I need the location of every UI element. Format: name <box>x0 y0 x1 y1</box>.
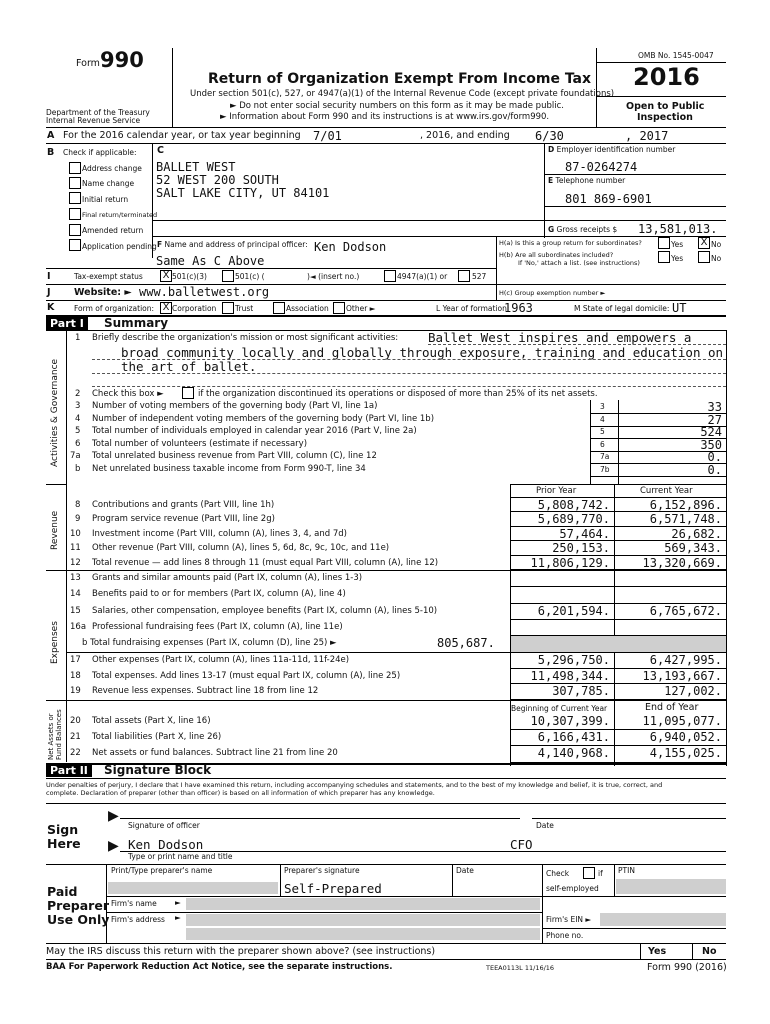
form-word: Form <box>76 58 100 69</box>
current-year-value[interactable]: 6,152,896. <box>649 498 722 512</box>
line-16b-text: b Total fundraising expenses (Part IX, column (D), line 25) ► <box>82 638 337 648</box>
check-label: Check <box>546 869 570 878</box>
gov-line-box: 7b <box>600 464 610 474</box>
firm-address-arrow-icon: ► <box>175 913 181 922</box>
final-return-checkbox[interactable] <box>69 208 81 220</box>
gov-line-num: 4 <box>75 413 81 424</box>
officer-title[interactable]: CFO <box>510 837 533 852</box>
firm-address-label: Firm's address <box>111 915 165 924</box>
line-num: 20 <box>70 716 81 726</box>
current-year-value[interactable]: 26,682. <box>671 526 722 541</box>
line-2-check-label: Check this box ► <box>92 389 164 399</box>
association-label: Association <box>286 304 329 313</box>
group-return-question: H(a) Is this a group return for subordinates? <box>499 239 642 247</box>
gross-receipts-title: Gross receipts $ <box>556 225 618 234</box>
line-text: Revenue less expenses. Subtract line 18 from line 12 <box>92 686 319 697</box>
gov-line-box: 5 <box>600 427 605 436</box>
gov-line-text: Number of voting members of the governing body (Part VI, line 1a) <box>92 401 378 411</box>
prior-year-value[interactable]: 57,464. <box>559 526 610 541</box>
group-return-yes: Yes <box>671 240 684 249</box>
baa-footer: BAA For Paperwork Reduction Act Notice, see the separate instructions. <box>46 962 393 972</box>
status-501c3-label: 501(c)(3) <box>172 272 207 281</box>
corporation-box[interactable]: X <box>160 302 172 314</box>
if-label: if <box>598 869 603 878</box>
status-501c-box[interactable] <box>222 270 234 282</box>
col-current-year: Current Year <box>640 486 693 496</box>
prior-year-value[interactable]: 11,806,129. <box>530 555 610 570</box>
instructions-link: ► Information about Form 990 and its instructions is at www.irs.gov/form990. <box>220 112 550 122</box>
check-if-applicable: Check if applicable: <box>63 148 137 157</box>
col-prior-year: Prior Year <box>536 486 577 496</box>
firm-name-arrow-icon: ► <box>175 898 181 907</box>
line-text: Total assets (Part X, line 16) <box>92 716 211 726</box>
current-year-value[interactable]: 569,343. <box>664 541 722 556</box>
other-label: Other ► <box>346 304 376 313</box>
status-4947-label: 4947(a)(1) or <box>397 272 448 281</box>
preparer-sig-label: Preparer's signature <box>284 866 360 875</box>
line-text: Professional fundraising fees (Part IX, column (A), line 11e) <box>92 621 343 632</box>
name-change-label: Name change <box>82 179 135 188</box>
subordinates-question: H(b) Are all subordinates included? <box>499 251 614 259</box>
subordinates-no-box[interactable] <box>698 251 710 263</box>
side-label-net-assets: Net Assets or Fund Balances <box>47 709 63 760</box>
part-1-label: Part I <box>46 317 88 330</box>
ptin-label: PTIN <box>618 866 635 875</box>
phone-label: Phone no. <box>546 931 584 940</box>
initial-return-label: Initial return <box>82 195 129 204</box>
telephone-value[interactable]: 801 869-6901 <box>565 192 652 206</box>
tax-year-end-year: , 2017 <box>625 129 669 143</box>
prior-year-value[interactable]: 4,140,968. <box>537 746 610 761</box>
line-text: Benefits paid to or for members (Part IX, column (A), line 4) <box>92 589 346 600</box>
line-text: Total expenses. Add lines 13-17 (must equal Part IX, column (A), line 25) <box>92 670 401 681</box>
year-formation-title: L Year of formation: <box>436 304 510 313</box>
current-year-value[interactable]: 13,193,667. <box>642 668 722 683</box>
mission-line-2[interactable]: broad community locally and globally through exposure, training and education on <box>121 345 724 360</box>
current-year-value[interactable]: 13,320,669. <box>642 555 722 570</box>
line-text: Other expenses (Part IX, column (A), lines 11a-11d, 11f-24e) <box>92 655 350 665</box>
principal-officer-address[interactable]: Same As C Above <box>156 254 265 268</box>
gov-line-box: 6 <box>600 439 605 449</box>
section-d-label: D <box>548 145 555 154</box>
status-insert-no: )◄ (insert no.) <box>307 272 360 281</box>
name-change-checkbox[interactable] <box>69 177 81 189</box>
line-a-mid: , 2016, and ending <box>420 130 510 141</box>
gov-line-text: Total number of volunteers (estimate if necessary) <box>92 438 308 449</box>
open-public: Open to Public <box>626 101 705 112</box>
group-return-no: No <box>711 240 722 249</box>
ein-value[interactable]: 87-0264274 <box>565 160 638 174</box>
line-k-label: K <box>47 302 55 313</box>
principal-officer-title: Name and address of principal officer: <box>164 240 308 249</box>
prior-year-value[interactable]: 307,785. <box>552 684 610 699</box>
current-year-value[interactable]: 6,571,748. <box>649 512 722 527</box>
form-footer-label: Form 990 (2016) <box>647 962 727 973</box>
subordinates-yes: Yes <box>671 254 684 263</box>
prior-year-value[interactable]: 250,153. <box>552 541 610 556</box>
mission-line-1[interactable]: Ballet West inspires and empowers a <box>428 330 692 345</box>
current-year-value[interactable]: 127,002. <box>664 684 722 699</box>
application-pending-checkbox[interactable] <box>69 239 81 251</box>
discuss-no[interactable]: No <box>702 946 717 957</box>
ssn-warning: ► Do not enter social security numbers on this form as it may be made public. <box>230 101 564 111</box>
amended-return-label: Amended return <box>82 226 144 235</box>
org-name[interactable]: BALLET WEST <box>156 160 236 174</box>
address-change-checkbox[interactable] <box>69 162 81 174</box>
prior-year-value[interactable]: 5,296,750. <box>537 653 610 667</box>
gov-line-value[interactable]: 524 <box>700 425 722 439</box>
part-1-title: Summary <box>104 316 169 330</box>
trust-label: Trust <box>235 304 254 313</box>
dept-treasury: Department of the Treasury <box>46 108 150 117</box>
subordinates-note: If 'No,' attach a list. (see instructions) <box>518 259 640 267</box>
signature-officer-label: Signature of officer <box>128 821 200 830</box>
discuss-yes[interactable]: Yes <box>648 946 667 957</box>
preparer-name-label: Print/Type preparer's name <box>111 866 213 875</box>
tax-year: 2016 <box>633 63 700 91</box>
section-f-label: F <box>157 240 163 249</box>
irs-discuss-question: May the IRS discuss this return with the preparer shown above? (see instructions) <box>46 946 436 957</box>
form-subtitle: Under section 501(c), 527, or 4947(a)(1) of the Internal Revenue Code (except private foundations) <box>190 89 615 99</box>
form-title: Return of Organization Exempt From Income Tax <box>208 71 592 87</box>
line-a-label: A <box>47 130 55 141</box>
current-year-value[interactable]: 11,095,077. <box>642 714 722 728</box>
line-1-num: 1 <box>75 333 81 343</box>
inspection: Inspection <box>637 112 693 123</box>
prior-year-value[interactable]: 11,498,344. <box>530 668 610 683</box>
ein-title: Employer identification number <box>556 145 676 154</box>
section-e-label: E <box>548 176 554 185</box>
gov-line-value[interactable]: 0. <box>707 462 722 477</box>
firm-name-label: Firm's name <box>111 899 157 908</box>
prior-year-value[interactable]: 10,307,399. <box>530 714 610 728</box>
line-text: Grants and similar amounts paid (Part IX, column (A), lines 1-3) <box>92 573 363 583</box>
gov-line-box: 7a <box>600 452 610 461</box>
line-num: 12 <box>70 557 81 568</box>
legal-domicile-title: M State of legal domicile: <box>574 304 670 313</box>
sign-label: Sign <box>47 822 79 837</box>
penalty-text-2: complete. Declaration of preparer (other than officer) is based on all information of which preparer has any knowledge. <box>46 789 435 797</box>
self-employed-checkbox[interactable] <box>583 867 595 879</box>
line-num: 15 <box>70 605 81 616</box>
group-return-no-box[interactable]: X <box>698 237 710 249</box>
discontinued-ops-checkbox[interactable] <box>182 387 194 399</box>
line-text: Investment income (Part VIII, column (A), lines 3, 4, and 7d) <box>92 528 347 539</box>
legal-domicile-value[interactable]: UT <box>672 301 687 315</box>
line-num: 19 <box>70 686 81 697</box>
self-employed-label: self-employed <box>546 884 599 893</box>
dept-irs: Internal Revenue Service <box>46 116 141 125</box>
gov-line-text: Number of independent voting members of the governing body (Part VI, line 1b) <box>92 413 435 424</box>
side-label-governance: Activities & Governance <box>50 358 60 467</box>
current-year-value[interactable]: 6,940,052. <box>649 730 722 745</box>
status-527-box[interactable] <box>458 270 470 282</box>
part-2-title: Signature Block <box>104 763 212 777</box>
type-name-label: Type or print name and title <box>128 852 233 861</box>
year-formation-value[interactable]: 1963 <box>504 301 533 315</box>
line-num: 22 <box>70 748 81 759</box>
line-2-num: 2 <box>75 389 81 399</box>
gov-line-value[interactable]: 27 <box>707 412 722 427</box>
gov-line-num: 5 <box>75 426 81 436</box>
tax-year-end[interactable]: 6/30 <box>535 129 564 143</box>
firm-ein-label: Firm's EIN ► <box>546 915 592 924</box>
line-num: 14 <box>70 589 81 600</box>
gov-line-text: Total number of individuals employed in calendar year 2016 (Part V, line 2a) <box>92 426 417 436</box>
group-return-yes-box[interactable] <box>658 237 670 249</box>
gov-line-num: 7a <box>70 451 81 461</box>
prior-year-value[interactable]: 5,808,742. <box>537 498 610 512</box>
line-1-text: Briefly describe the organization's mission or most significant activities: <box>92 333 399 343</box>
line-text: Other revenue (Part VIII, column (A), lines 5, 6d, 8c, 9c, 10c, and 11e) <box>92 543 390 554</box>
signature-date-label: Date <box>536 821 554 830</box>
line-num: 11 <box>70 543 81 554</box>
gov-line-value[interactable]: 350 <box>700 437 722 452</box>
final-return-label: Final return/terminated <box>82 211 158 219</box>
gov-line-num: b <box>75 463 81 474</box>
line-text: Salaries, other compensation, employee benefits (Part IX, column (A), lines 5-10) <box>92 605 438 616</box>
amended-return-checkbox[interactable] <box>69 224 81 236</box>
prior-year-value[interactable]: 5,689,770. <box>537 512 610 527</box>
section-b-label: B <box>47 147 55 158</box>
corporation-label: Corporation <box>172 304 217 313</box>
gov-line-num: 6 <box>75 438 81 449</box>
status-501c-label: 501(c) ( <box>235 272 265 281</box>
line-num: 13 <box>70 573 81 583</box>
side-label-expenses: Expenses <box>50 621 60 664</box>
status-4947-box[interactable] <box>384 270 396 282</box>
line-16b-value[interactable]: 805,687. <box>437 636 495 650</box>
status-501c3-box[interactable]: X <box>160 270 172 282</box>
preparer-date-label: Date <box>456 866 474 875</box>
here-label: Here <box>47 836 81 851</box>
section-g-label: G <box>548 225 555 234</box>
form-number: 990 <box>100 48 144 72</box>
line-num: 21 <box>70 732 81 743</box>
line-text: Total liabilities (Part X, line 26) <box>92 732 222 743</box>
mission-line-3[interactable]: the art of ballet. <box>121 359 257 374</box>
line-num: 9 <box>75 514 81 525</box>
line-text: Total revenue — add lines 8 through 11 (must equal Part VIII, column (A), line 12) <box>92 557 439 568</box>
officer-printed-name[interactable]: Ken Dodson <box>128 837 204 852</box>
gov-line-value[interactable]: 33 <box>707 400 722 414</box>
tax-year-begin[interactable]: 7/01 <box>313 129 342 143</box>
line-text: Program service revenue (Part VIII, line 2g) <box>92 514 275 525</box>
subordinates-no: No <box>711 254 722 263</box>
gov-line-text: Net unrelated business taxable income from Form 990-T, line 34 <box>92 463 366 474</box>
group-exemption-number: H(c) Group exemption number ► <box>499 289 606 297</box>
line-text: Net assets or fund balances. Subtract line 21 from line 20 <box>92 748 338 759</box>
current-year-value[interactable]: 6,765,672. <box>649 603 722 618</box>
gov-line-value[interactable]: 0. <box>707 450 722 464</box>
paid-label: Paid <box>47 884 78 899</box>
address-change-label: Address change <box>82 164 142 173</box>
telephone-title: Telephone number <box>555 176 626 185</box>
line-num: 16a <box>70 621 87 632</box>
status-527-label: 527 <box>472 272 487 281</box>
side-label-revenue: Revenue <box>50 510 60 550</box>
self-prepared-value[interactable]: Self-Prepared <box>284 881 382 896</box>
prior-year-value[interactable]: 6,166,431. <box>537 730 610 745</box>
subordinates-yes-box[interactable] <box>658 251 670 263</box>
application-pending-label: Application pending <box>82 242 157 251</box>
gross-receipts-value[interactable]: 13,581,013. <box>638 222 718 236</box>
org-city[interactable]: SALT LAKE CITY, UT 84101 <box>156 186 330 200</box>
form-of-org-title: Form of organization: <box>74 304 155 313</box>
line-a-text: For the 2016 calendar year, or tax year beginning <box>63 130 301 141</box>
website-title: Website: ► <box>74 287 132 298</box>
line-num: 18 <box>70 670 81 681</box>
prior-year-value[interactable]: 6,201,594. <box>537 603 610 618</box>
line-text: Contributions and grants (Part VIII, line 1h) <box>92 500 275 510</box>
line-j-label: J <box>47 287 51 298</box>
line-i-label: I <box>47 271 51 282</box>
omb-number: OMB No. 1545-0047 <box>638 51 714 60</box>
sign-arrow-icon: ▶ <box>108 808 119 824</box>
part-2-label: Part II <box>46 764 92 777</box>
gov-line-box: 3 <box>600 402 605 411</box>
penalty-text-1: Under penalties of perjury, I declare that I have examined this return, including accompanying schedules and statements, and to the best of my knowledge and belief, it is true, correct, and <box>46 781 663 789</box>
preparer-label: Preparer <box>47 898 109 913</box>
other-box[interactable] <box>333 302 345 314</box>
initial-return-checkbox[interactable] <box>69 192 81 204</box>
website-value[interactable]: www.balletwest.org <box>139 285 270 299</box>
gov-line-text: Total unrelated business revenue from Part VIII, column (C), line 12 <box>92 451 377 461</box>
trust-box[interactable] <box>222 302 234 314</box>
line-2-text: if the organization discontinued its operations or disposed of more than 25% of its net assets. <box>198 389 598 399</box>
line-num: 17 <box>70 655 81 665</box>
section-c-label: C <box>157 145 164 156</box>
col-end-of-year: End of Year <box>645 702 699 713</box>
tax-exempt-status-title: Tax-exempt status <box>74 272 143 281</box>
form-code: TEEA0113L 11/16/16 <box>486 964 555 972</box>
name-arrow-icon: ▶ <box>108 838 119 854</box>
principal-officer-name[interactable]: Ken Dodson <box>314 240 387 254</box>
org-address[interactable]: 52 WEST 200 SOUTH <box>156 173 279 187</box>
use-only-label: Use Only <box>47 912 110 927</box>
gov-line-num: 3 <box>75 401 81 411</box>
current-year-value[interactable]: 4,155,025. <box>649 746 722 761</box>
line-num: 8 <box>75 500 81 510</box>
association-box[interactable] <box>273 302 285 314</box>
gov-line-box: 4 <box>600 414 605 424</box>
line-num: 10 <box>70 528 81 539</box>
col-beginning-year: Beginning of Current Year <box>511 704 608 713</box>
current-year-value[interactable]: 6,427,995. <box>649 653 722 667</box>
